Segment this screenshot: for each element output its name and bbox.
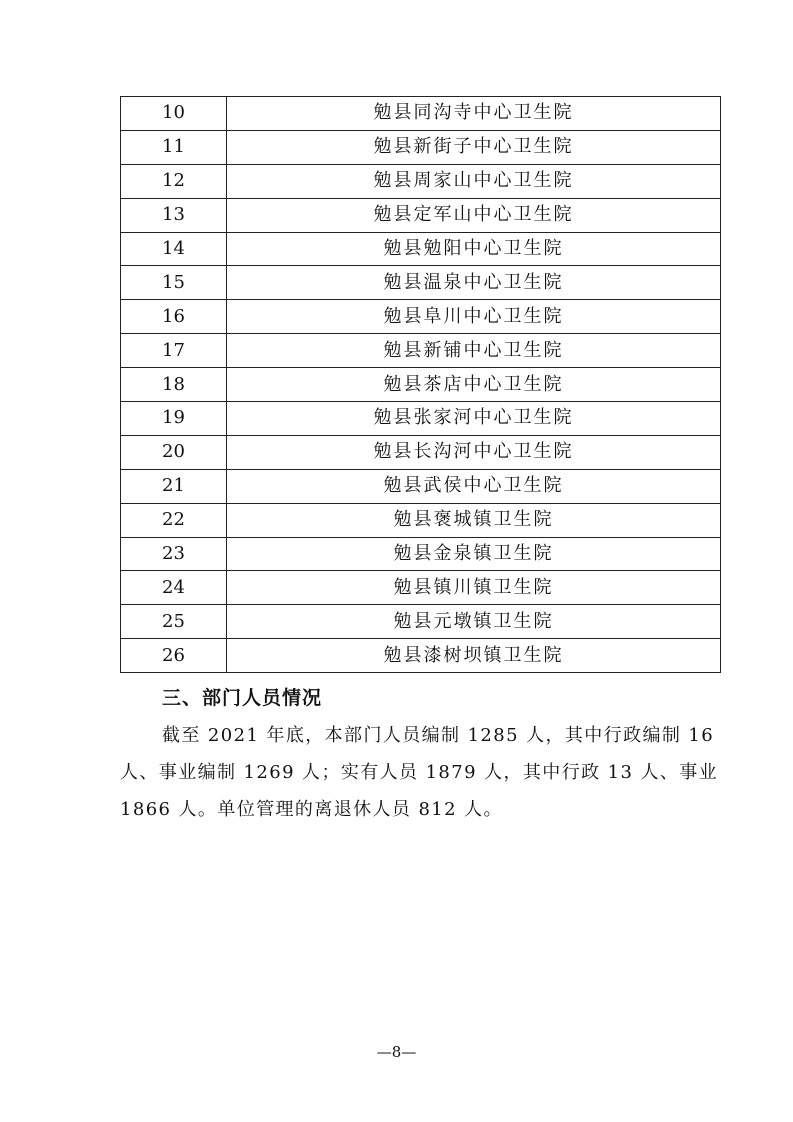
row-number: 15 bbox=[121, 266, 227, 300]
row-number: 10 bbox=[121, 97, 227, 131]
table-row bbox=[121, 198, 721, 232]
unit-name: 勉县张家河中心卫生院 bbox=[227, 402, 721, 436]
unit-name: 勉县镇川镇卫生院 bbox=[227, 571, 721, 605]
row-number: 23 bbox=[121, 537, 227, 571]
table-row bbox=[121, 537, 721, 571]
row-number: 26 bbox=[121, 639, 227, 673]
unit-name: 勉县褒城镇卫生院 bbox=[227, 503, 721, 537]
table-row bbox=[121, 266, 721, 300]
unit-name: 勉县阜川中心卫生院 bbox=[227, 300, 721, 334]
table-row bbox=[121, 368, 721, 402]
row-number: 16 bbox=[121, 300, 227, 334]
unit-name: 勉县新铺中心卫生院 bbox=[227, 334, 721, 368]
unit-name: 勉县勉阳中心卫生院 bbox=[227, 232, 721, 266]
row-number: 20 bbox=[121, 435, 227, 469]
row-number: 21 bbox=[121, 469, 227, 503]
table-row bbox=[121, 300, 721, 334]
table-row bbox=[121, 571, 721, 605]
unit-name: 勉县周家山中心卫生院 bbox=[227, 164, 721, 198]
unit-name: 勉县定军山中心卫生院 bbox=[227, 198, 721, 232]
row-number: 22 bbox=[121, 503, 227, 537]
unit-name: 勉县金泉镇卫生院 bbox=[227, 537, 721, 571]
table-row bbox=[121, 435, 721, 469]
row-number: 13 bbox=[121, 198, 227, 232]
section-heading: 三、部门人员情况 bbox=[162, 687, 323, 709]
table-row bbox=[121, 232, 721, 266]
health-units-table bbox=[120, 96, 721, 673]
table-row bbox=[121, 469, 721, 503]
unit-name: 勉县漆树坝镇卫生院 bbox=[227, 639, 721, 673]
row-number: 11 bbox=[121, 130, 227, 164]
table-row bbox=[121, 503, 721, 537]
unit-name: 勉县茶店中心卫生院 bbox=[227, 368, 721, 402]
unit-name: 勉县同沟寺中心卫生院 bbox=[227, 97, 721, 131]
unit-name: 勉县元墩镇卫生院 bbox=[227, 605, 721, 639]
row-number: 24 bbox=[121, 571, 227, 605]
table-row bbox=[121, 164, 721, 198]
row-number: 17 bbox=[121, 334, 227, 368]
unit-name: 勉县新街子中心卫生院 bbox=[227, 130, 721, 164]
table-row bbox=[121, 334, 721, 368]
table-row bbox=[121, 605, 721, 639]
unit-name: 勉县温泉中心卫生院 bbox=[227, 266, 721, 300]
row-number: 18 bbox=[121, 368, 227, 402]
table-row bbox=[121, 402, 721, 436]
unit-name: 勉县武侯中心卫生院 bbox=[227, 469, 721, 503]
row-number: 14 bbox=[121, 232, 227, 266]
page-number: —8— bbox=[376, 1043, 417, 1061]
table-row bbox=[121, 639, 721, 673]
table-row bbox=[121, 130, 721, 164]
unit-name: 勉县长沟河中心卫生院 bbox=[227, 435, 721, 469]
table-row bbox=[121, 97, 721, 131]
staffing-paragraph: 截至 2021 年底，本部门人员编制 1285 人，其中行政编制 16 人、事业编制 1269 人；实有人员 1879 人，其中行政 13 人、事业 1866 人。单位管理的离退休人员 812 人。 bbox=[120, 725, 719, 820]
row-number: 25 bbox=[121, 605, 227, 639]
row-number: 19 bbox=[121, 402, 227, 436]
row-number: 12 bbox=[121, 164, 227, 198]
